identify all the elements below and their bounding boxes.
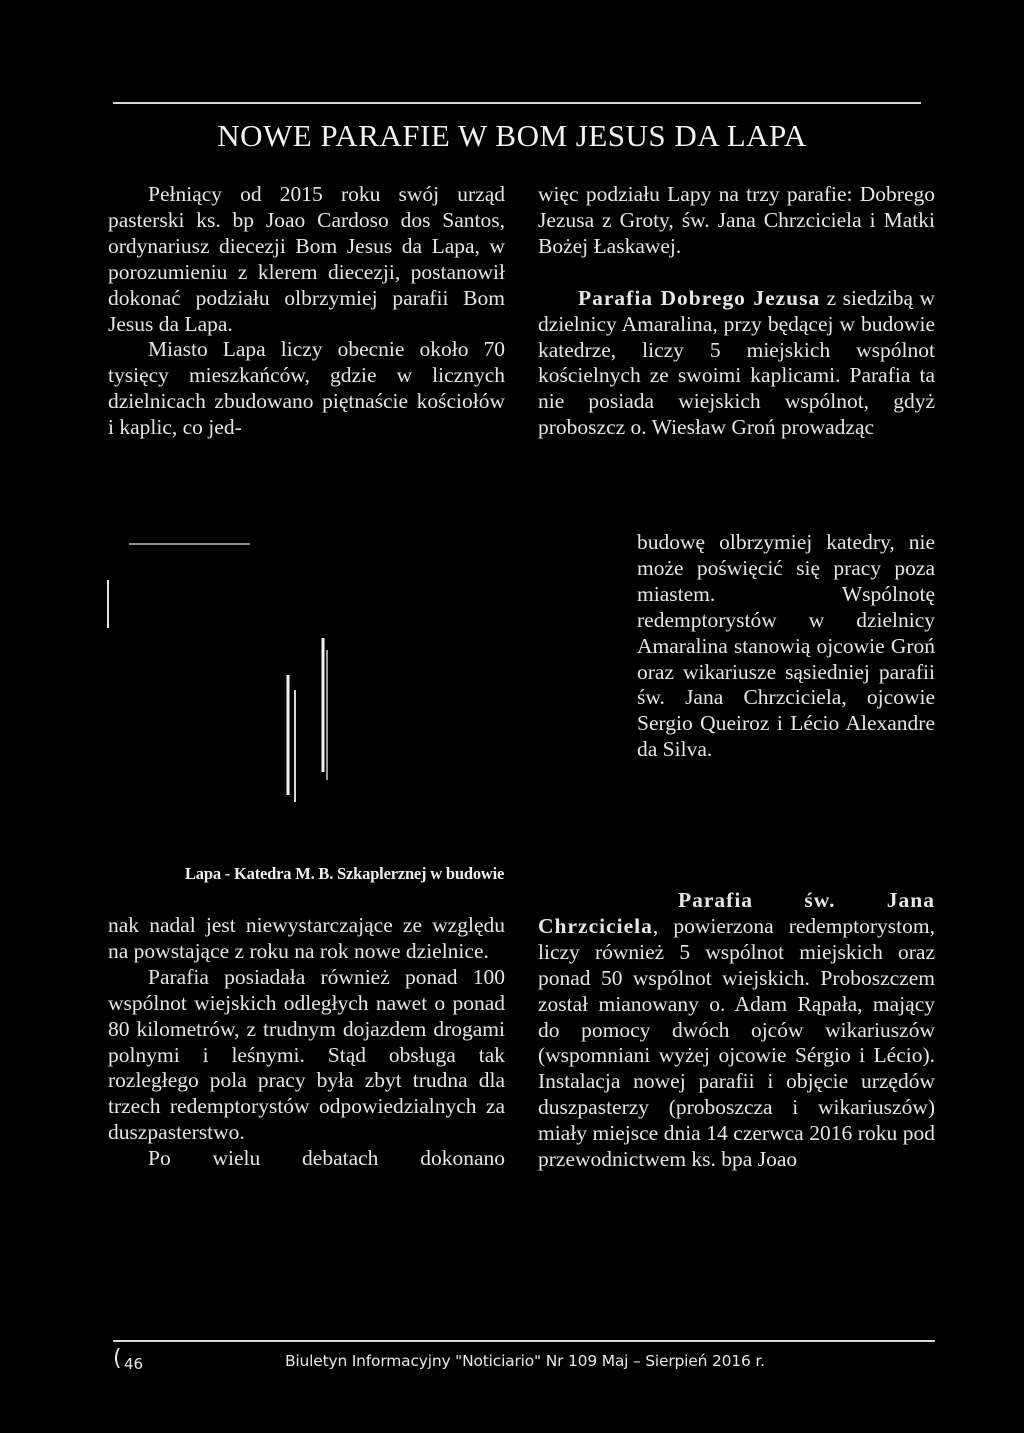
paragraph: Po wielu debatach dokonano xyxy=(148,1146,505,1171)
photo-caption: Lapa - Katedra M. B. Szkaplerznej w budowie xyxy=(185,864,505,883)
paragraph: Parafia posiadała również ponad 100 wspólnot wiejskich odległych nawet o ponad 80 kilometrów, z trudnym dojazdem drogami polnymi i leśnymi. Stąd obsługa tak rozległego pola pracy była zbyt trudna dla trzech redemptorystów odpowiedzialnych za duszpasterstwo. xyxy=(108,964,505,1145)
paragraph: budowę olbrzymiej katedry, nie może poświęcić się pracy poza miastem. Wspólnotę redemptorystów w dzielnicy Amaralina stanowią ojcowie Groń oraz wikariusze sąsiedniej parafii św. Jana Chrzciciela, ojcowie Sergio Queiroz i Lécio Alexandre da Silva. xyxy=(637,530,935,762)
publication-info: Biuletyn Informacyjny "Noticiario" Nr 109 Maj – Sierpień 2016 r. xyxy=(285,1352,765,1370)
paragraph: Parafia św. Jana Chrzciciela, powierzona redemptorystom, liczy również 5 wspólnot miejskich oraz ponad 50 wspólnot wiejskich. Proboszczem został mianowany o. Adam Rąpała, mający do pomocy dwóch ojców wikariuszów (wspomniani wyżej ojcowie Sérgio i Lécio). Instalacja nowej parafii i objęcie urzędów duszpasterzy (proboszcza i wikariuszów) miały miejsce dnia 14 czerwca 2016 roku pod przewodnictwem ks. bpa Joao xyxy=(538,888,935,1172)
parish-name: Parafia Dobrego Jezusa xyxy=(578,285,821,310)
page-bracket-icon: ( xyxy=(113,1346,122,1371)
left-column-top xyxy=(108,182,505,441)
paragraph: Parafia Dobrego Jezusa z siedzibą w dzielnicy Amaralina, przy będącej w budowie katedrze, liczy 5 miejskich wspólnot kościelnych ze swoimi kaplicami. Parafia ta nie posiada wiejskich wspólnot, gdyż proboszcz o. Wiesław Groń prowadząc xyxy=(538,285,935,440)
left-column-bottom xyxy=(108,913,505,1172)
paragraph: więc podziału Lapy na trzy parafie: Dobrego Jezusa z Groty, św. Jana Chrzciciela i Matki Bożej Łaskawej. xyxy=(538,182,935,258)
right-column-top xyxy=(538,182,935,441)
parish-name: Parafia św. Jana Chrzciciela xyxy=(538,888,935,938)
top-rule xyxy=(113,102,921,104)
paragraph: nak nadal jest niewystarczające ze względu na powstające z roku na rok nowe dzielnice. xyxy=(108,913,505,963)
bottom-rule xyxy=(113,1340,935,1342)
page-number: 46 xyxy=(124,1355,144,1373)
right-column-narrow xyxy=(637,530,935,763)
right-column-bottom xyxy=(538,888,935,1173)
paragraph: Pełniący od 2015 roku swój urząd pasterski ks. bp Joao Cardoso dos Santos, ordynariusz diecezji Bom Jesus da Lapa, w porozumieniu z klerem diecezji, postanowił dokonać podziału olbrzymiej parafii Bom Jesus da Lapa. xyxy=(108,182,505,336)
paragraph: Miasto Lapa liczy obecnie około 70 tysięcy mieszkańców, gdzie w licznych dzielnicach zbudowano piętnaście kościołów i kaplic, co jed- xyxy=(108,337,505,440)
article-title: NOWE PARAFIE W BOM JESUS DA LAPA xyxy=(217,118,807,153)
cathedral-photo xyxy=(105,540,533,860)
